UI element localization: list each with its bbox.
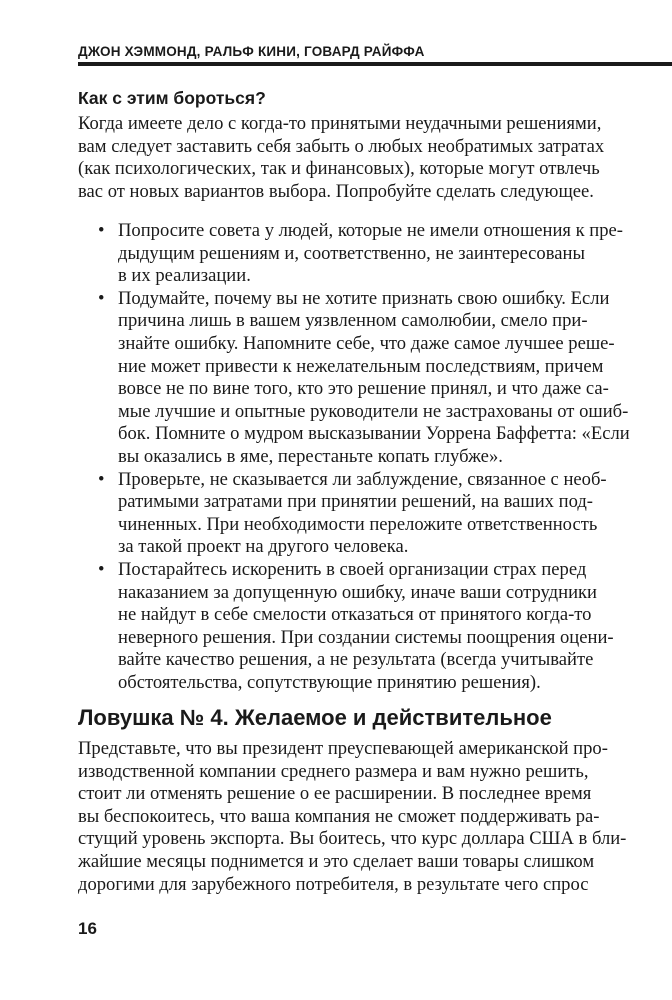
list-item [78, 220, 668, 288]
list-item-line: неверного решения. При создании системы поощрения оцени- [118, 626, 614, 648]
intro-paragraph [78, 113, 658, 203]
trap-heading: Ловушка № 4. Желаемое и действительное [78, 705, 552, 730]
list-item-line: Постарайтесь искоренить в своей организации страх перед [118, 558, 587, 580]
header-rule [78, 62, 672, 66]
bullet-icon: • [98, 220, 105, 241]
list-item [78, 469, 668, 559]
advice-list [78, 220, 668, 694]
list-item-line: Подумайте, почему вы не хотите признать свою ошибку. Если [118, 287, 610, 309]
list-item-line: чиненных. При необходимости переложите ответственность [118, 513, 598, 535]
bullet-icon: • [98, 468, 105, 490]
list-item-line: в их реализации. [118, 265, 251, 287]
list-item-line: знайте ошибку. Напомните себе, что даже самое лучшее реше- [118, 332, 615, 354]
list-item [78, 559, 668, 695]
list-item-line: вы оказались в яме, перестаньте копать глубже». [118, 445, 503, 467]
paragraph-line: вы беспокоитесь, что ваша компания не сможет поддерживать ра- [78, 805, 600, 827]
paragraph-line: стущий уровень экспорта. Вы боитесь, что курс доллара США в бли- [78, 828, 627, 850]
list-item-line: за такой проект на другого человека. [118, 536, 409, 558]
paragraph-line: вам следует заставить себя забыть о любых необратимых затратах [78, 135, 605, 157]
list-item-line: причина лишь в вашем уязвленном самолюбии, смело при- [118, 310, 588, 332]
list-item-line: вовсе не по вине того, кто это решение принял, и что даже са- [118, 378, 609, 400]
list-item-line: вайте качество решения, а не результата (всегда учитывайте [118, 649, 594, 671]
running-head: ДЖОН ХЭММОНД, РАЛЬФ КИНИ, ГОВАРД РАЙФФА [78, 44, 425, 59]
list-item-line: ние может привести к нежелательным последствиям, причем [118, 355, 604, 377]
list-item-line: ратимыми затратами при принятии решений, на ваших под- [118, 491, 593, 513]
bullet-icon: • [98, 558, 105, 580]
list-item-line: не найдут в себе смелости отказаться от принятого когда-то [118, 604, 592, 626]
list-item-line: Проверьте, не сказывается ли заблуждение, связанное с необ- [118, 468, 607, 490]
section-heading: Как с этим бороться? [78, 88, 266, 108]
list-item-line: мые лучшие и опытные руководители не застрахованы от ошиб- [118, 400, 629, 422]
paragraph-line: Представьте, что вы президент преуспевающей американской про- [78, 738, 608, 759]
paragraph-line: вас от новых вариантов выбора. Попробуйте сделать следующее. [78, 180, 594, 202]
paragraph-line: изводственной компании среднего размера и вам нужно решить, [78, 760, 589, 782]
paragraph-line: жайшие месяцы поднимется и это сделает ваши товары слишком [78, 850, 595, 872]
paragraph-line: стоит ли отменять решение о ее расширении. В последнее время [78, 783, 592, 805]
paragraph-line: дорогими для зарубежного потребителя, в результате чего спрос [78, 873, 589, 895]
list-item-line: наказанием за допущенную ошибку, иначе ваши сотрудники [118, 581, 598, 603]
trap-paragraph [78, 738, 658, 896]
list-item-line: обстоятельства, сопутствующие принятию решения). [118, 671, 541, 693]
paragraph-line: Когда имеете дело с когда-то принятыми неудачными решениями, [78, 113, 602, 134]
bullet-icon: • [98, 287, 105, 309]
list-item-line: Попросите совета у людей, которые не имели отношения к пре- [118, 220, 623, 241]
page-number: 16 [78, 919, 97, 938]
paragraph-line: (как психологических, так и финансовых), которые могут отвлечь [78, 158, 600, 180]
list-item-line: дыдущим решениям и, соответственно, не заинтересованы [118, 242, 585, 264]
list-item-line: бок. Помните о мудром высказывании Уоррена Баффетта: «Если [118, 423, 630, 445]
list-item [78, 288, 668, 469]
